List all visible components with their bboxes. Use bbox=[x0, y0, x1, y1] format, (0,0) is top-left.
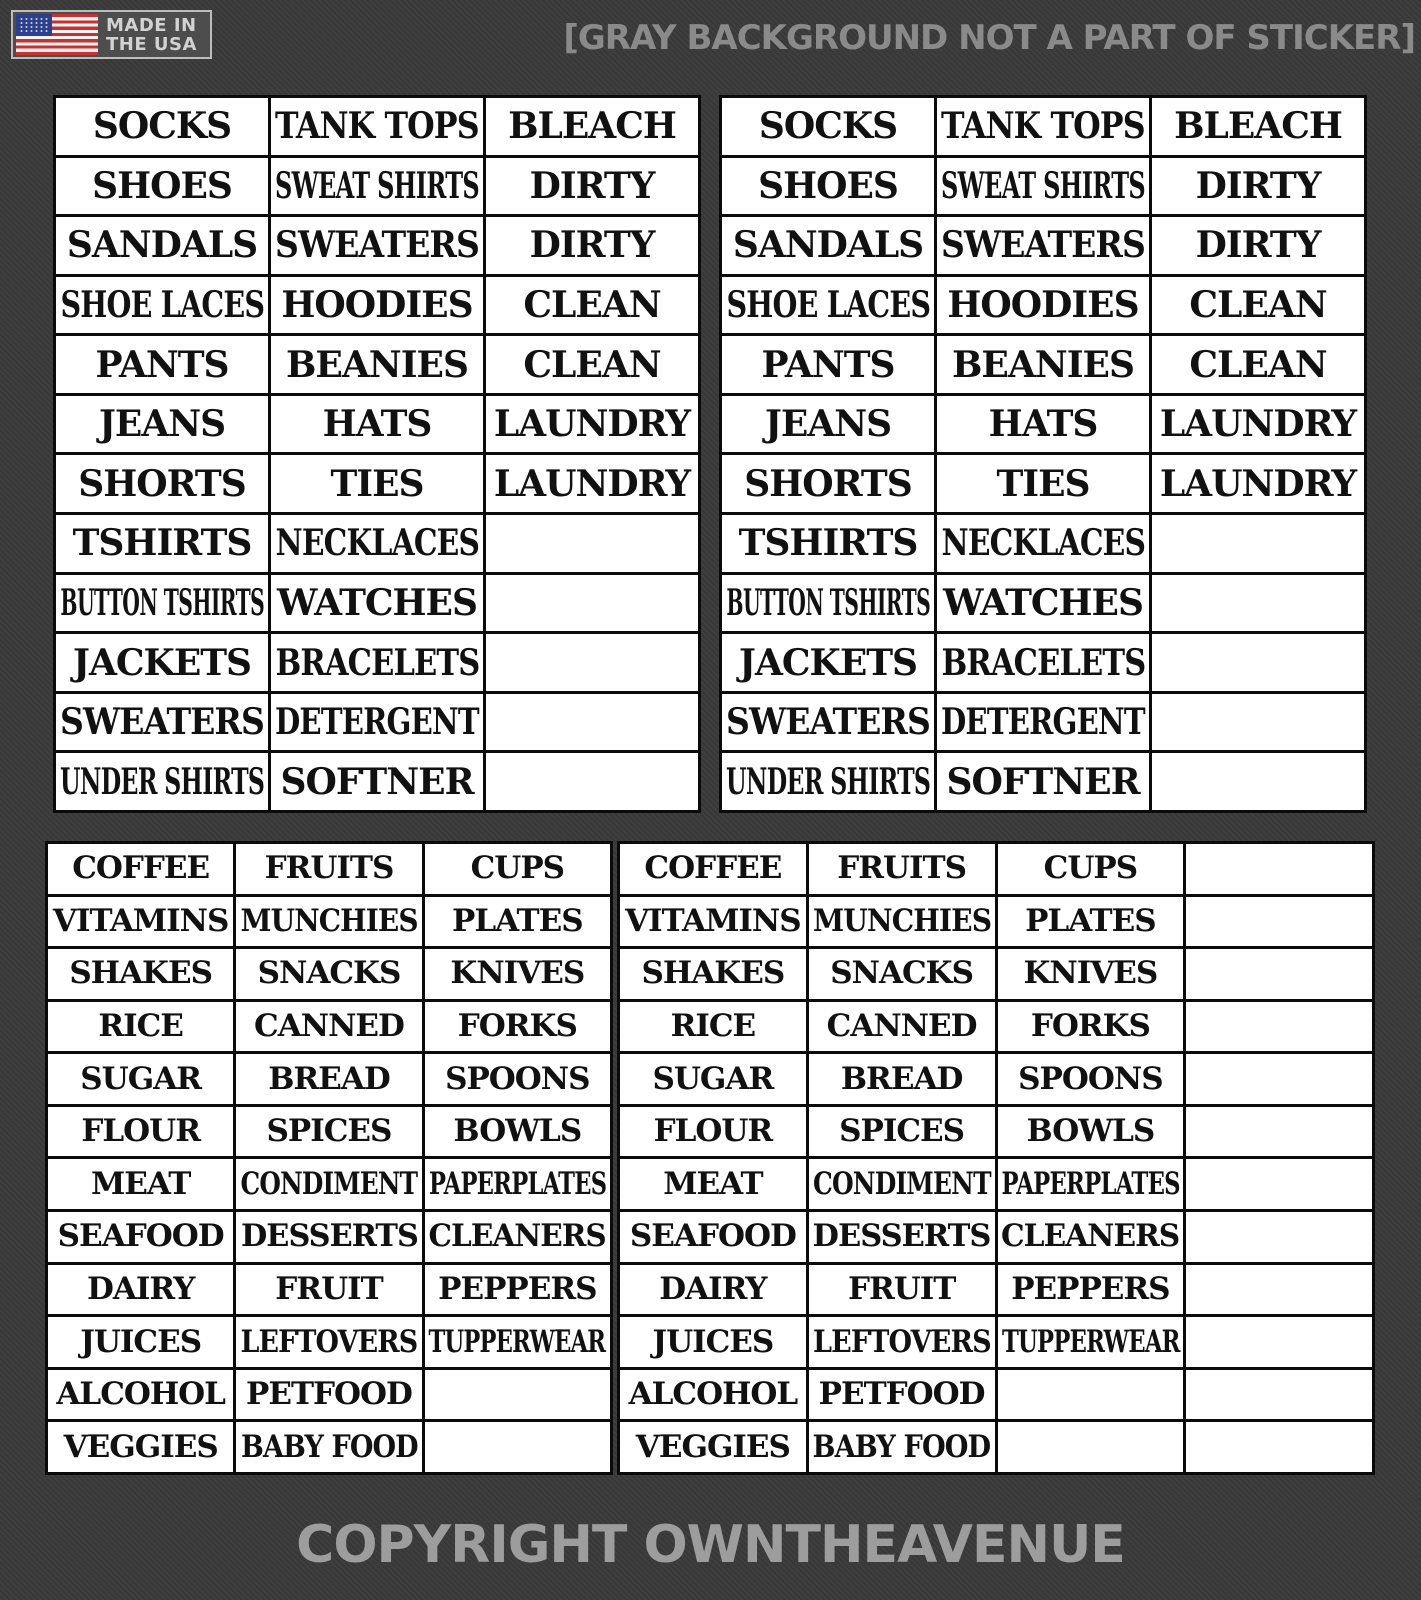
sticker-label: SANDALS bbox=[56, 217, 268, 274]
sticker-label: KNIVES bbox=[998, 949, 1184, 999]
sticker-label: SNACKS bbox=[809, 949, 995, 999]
sticker-label: PAPERPLATES bbox=[998, 1159, 1184, 1209]
sticker-label bbox=[425, 1422, 610, 1472]
sticker-label: DAIRY bbox=[48, 1265, 233, 1315]
sticker-label: JUICES bbox=[48, 1317, 233, 1367]
sticker-label bbox=[1152, 694, 1364, 751]
sticker-label bbox=[1186, 1370, 1372, 1420]
sticker-label: TSHIRTS bbox=[56, 515, 268, 572]
sticker-label: PEPPERS bbox=[425, 1265, 610, 1315]
sticker-label: CANNED bbox=[236, 1002, 421, 1052]
sticker-label: MEAT bbox=[48, 1159, 233, 1209]
sticker-label: WATCHES bbox=[937, 575, 1149, 632]
sticker-label: PLATES bbox=[998, 897, 1184, 947]
sticker-label: DAIRY bbox=[620, 1265, 806, 1315]
sticker-label: KNIVES bbox=[425, 949, 610, 999]
food-sticker-sheet-1 bbox=[45, 841, 613, 1475]
sticker-label bbox=[1152, 515, 1364, 572]
sticker-label: RICE bbox=[48, 1002, 233, 1052]
sticker-label bbox=[1186, 1422, 1372, 1472]
sticker-label: SPOONS bbox=[998, 1054, 1184, 1104]
sticker-label bbox=[1186, 1054, 1372, 1104]
sticker-label: SEAFOOD bbox=[620, 1212, 806, 1262]
sticker-label: SWEATERS bbox=[271, 217, 483, 274]
sticker-label bbox=[1186, 1159, 1372, 1209]
sticker-label: PANTS bbox=[56, 336, 268, 393]
sticker-label: CLEAN bbox=[1152, 336, 1364, 393]
sticker-label: LAUNDRY bbox=[486, 396, 698, 453]
sticker-label bbox=[1186, 949, 1372, 999]
sticker-label bbox=[1186, 897, 1372, 947]
sticker-label: SOCKS bbox=[56, 98, 268, 155]
sticker-label: PAPERPLATES bbox=[425, 1159, 610, 1209]
sticker-label: LEFTOVERS bbox=[236, 1317, 421, 1367]
sticker-label: BRACELETS bbox=[937, 634, 1149, 691]
sticker-label: SWEATERS bbox=[56, 694, 268, 751]
badge-line-2: THE USA bbox=[106, 33, 197, 55]
sticker-label: SWEATERS bbox=[937, 217, 1149, 274]
sticker-label: FRUIT bbox=[809, 1265, 995, 1315]
sticker-label: FORKS bbox=[425, 1002, 610, 1052]
sticker-label bbox=[1186, 1107, 1372, 1157]
sticker-label: MUNCHIES bbox=[809, 897, 995, 947]
sticker-label: JUICES bbox=[620, 1317, 806, 1367]
sticker-label: RICE bbox=[620, 1002, 806, 1052]
sticker-label: JEANS bbox=[56, 396, 268, 453]
copyright-text: COPYRIGHT OWNTHEAVENUE bbox=[296, 1515, 1125, 1575]
badge-text bbox=[106, 16, 197, 54]
sticker-label: ALCOHOL bbox=[48, 1370, 233, 1420]
sticker-label: HATS bbox=[937, 396, 1149, 453]
sticker-label: VEGGIES bbox=[620, 1422, 806, 1472]
sticker-label: BABY FOOD bbox=[809, 1422, 995, 1472]
us-flag-icon bbox=[16, 14, 98, 55]
sticker-label bbox=[1186, 844, 1372, 894]
sticker-label: SWEAT SHIRTS bbox=[937, 158, 1149, 215]
sticker-label: PETFOOD bbox=[809, 1370, 995, 1420]
sticker-label bbox=[1186, 1002, 1372, 1052]
sticker-label: SOCKS bbox=[722, 98, 934, 155]
sticker-label: PEPPERS bbox=[998, 1265, 1184, 1315]
clothing-sticker-sheet-1 bbox=[53, 95, 701, 813]
sticker-label: BEANIES bbox=[937, 336, 1149, 393]
sticker-label bbox=[486, 575, 698, 632]
sticker-label: SHOES bbox=[722, 158, 934, 215]
sticker-label: SHOE LACES bbox=[56, 277, 268, 334]
sticker-label: BUTTON TSHIRTS bbox=[56, 575, 268, 632]
sticker-label: CLEANERS bbox=[998, 1212, 1184, 1262]
sticker-label: VITAMINS bbox=[48, 897, 233, 947]
sticker-label: SPOONS bbox=[425, 1054, 610, 1104]
sticker-label: FRUIT bbox=[236, 1265, 421, 1315]
sticker-label bbox=[1186, 1265, 1372, 1315]
sticker-label: DIRTY bbox=[1152, 217, 1364, 274]
sticker-label: UNDER SHIRTS bbox=[722, 753, 934, 810]
sticker-label bbox=[486, 634, 698, 691]
clothing-sticker-sheet-2 bbox=[719, 95, 1367, 813]
sticker-label: VITAMINS bbox=[620, 897, 806, 947]
sticker-label: HOODIES bbox=[937, 277, 1149, 334]
sticker-label bbox=[486, 753, 698, 810]
sticker-label: CUPS bbox=[998, 844, 1184, 894]
sticker-label: SHOE LACES bbox=[722, 277, 934, 334]
sticker-label: PETFOOD bbox=[236, 1370, 421, 1420]
sticker-label bbox=[998, 1370, 1184, 1420]
sticker-label: SHAKES bbox=[620, 949, 806, 999]
sticker-label: SUGAR bbox=[48, 1054, 233, 1104]
sticker-label: JACKETS bbox=[722, 634, 934, 691]
sticker-label: SWEAT SHIRTS bbox=[271, 158, 483, 215]
sticker-label bbox=[486, 694, 698, 751]
sticker-label bbox=[1186, 1212, 1372, 1262]
badge-line-1: MADE IN bbox=[106, 14, 197, 36]
sticker-label: DETERGENT bbox=[271, 694, 483, 751]
sticker-label: ALCOHOL bbox=[620, 1370, 806, 1420]
sticker-label: CLEAN bbox=[1152, 277, 1364, 334]
sticker-label: BOWLS bbox=[998, 1107, 1184, 1157]
background-note: [GRAY BACKGROUND NOT A PART OF STICKER] bbox=[563, 18, 1415, 58]
sticker-label: BLEACH bbox=[1152, 98, 1364, 155]
sticker-label: JEANS bbox=[722, 396, 934, 453]
sticker-label: MEAT bbox=[620, 1159, 806, 1209]
sticker-label bbox=[998, 1422, 1184, 1472]
sticker-label: FRUITS bbox=[809, 844, 995, 894]
sticker-label: CLEAN bbox=[486, 336, 698, 393]
sticker-label bbox=[1186, 1317, 1372, 1367]
sticker-label: UNDER SHIRTS bbox=[56, 753, 268, 810]
sticker-label bbox=[486, 515, 698, 572]
sticker-label: PANTS bbox=[722, 336, 934, 393]
sticker-label: SHORTS bbox=[722, 455, 934, 512]
sticker-label bbox=[1152, 575, 1364, 632]
sticker-label bbox=[1152, 753, 1364, 810]
sticker-label: TUPPERWEAR bbox=[425, 1317, 610, 1367]
sticker-label: SNACKS bbox=[236, 949, 421, 999]
sticker-label: SHOES bbox=[56, 158, 268, 215]
sticker-label: SUGAR bbox=[620, 1054, 806, 1104]
sticker-label: TIES bbox=[937, 455, 1149, 512]
sticker-label: CLEANERS bbox=[425, 1212, 610, 1262]
sticker-label: CANNED bbox=[809, 1002, 995, 1052]
sticker-label: NECKLACES bbox=[271, 515, 483, 572]
sticker-label: DESSERTS bbox=[809, 1212, 995, 1262]
sticker-label: DIRTY bbox=[486, 158, 698, 215]
sticker-label: COFFEE bbox=[620, 844, 806, 894]
sticker-label: VEGGIES bbox=[48, 1422, 233, 1472]
sticker-label: SANDALS bbox=[722, 217, 934, 274]
sticker-label: LAUNDRY bbox=[486, 455, 698, 512]
sticker-label: SOFTNER bbox=[271, 753, 483, 810]
sticker-label: TANK TOPS bbox=[271, 98, 483, 155]
sticker-label: BRACELETS bbox=[271, 634, 483, 691]
sticker-label: LAUNDRY bbox=[1152, 455, 1364, 512]
sticker-label: SOFTNER bbox=[937, 753, 1149, 810]
sticker-label: CONDIMENT bbox=[236, 1159, 421, 1209]
sticker-label: FLOUR bbox=[620, 1107, 806, 1157]
sticker-label: DIRTY bbox=[486, 217, 698, 274]
sticker-label: PLATES bbox=[425, 897, 610, 947]
food-sticker-sheet-2 bbox=[617, 841, 1375, 1475]
sticker-label: BEANIES bbox=[271, 336, 483, 393]
sticker-label: DIRTY bbox=[1152, 158, 1364, 215]
sticker-label: BREAD bbox=[236, 1054, 421, 1104]
sticker-label: CUPS bbox=[425, 844, 610, 894]
sticker-label: CLEAN bbox=[486, 277, 698, 334]
sticker-label: BLEACH bbox=[486, 98, 698, 155]
sticker-label: SWEATERS bbox=[722, 694, 934, 751]
sticker-label: TIES bbox=[271, 455, 483, 512]
sticker-label: CONDIMENT bbox=[809, 1159, 995, 1209]
sticker-label: BREAD bbox=[809, 1054, 995, 1104]
sticker-label: SPICES bbox=[236, 1107, 421, 1157]
sticker-label: FRUITS bbox=[236, 844, 421, 894]
sticker-label: BOWLS bbox=[425, 1107, 610, 1157]
sticker-label: MUNCHIES bbox=[236, 897, 421, 947]
sticker-label: TUPPERWEAR bbox=[998, 1317, 1184, 1367]
sticker-label: SHORTS bbox=[56, 455, 268, 512]
sticker-label: HOODIES bbox=[271, 277, 483, 334]
sticker-label: WATCHES bbox=[271, 575, 483, 632]
sticker-label: TANK TOPS bbox=[937, 98, 1149, 155]
sticker-label: LEFTOVERS bbox=[809, 1317, 995, 1367]
sticker-label: JACKETS bbox=[56, 634, 268, 691]
sticker-label: DETERGENT bbox=[937, 694, 1149, 751]
sticker-label: SHAKES bbox=[48, 949, 233, 999]
sticker-label bbox=[1152, 634, 1364, 691]
sticker-label: BUTTON TSHIRTS bbox=[722, 575, 934, 632]
made-in-usa-badge bbox=[11, 10, 212, 59]
sticker-label: NECKLACES bbox=[937, 515, 1149, 572]
sticker-label: DESSERTS bbox=[236, 1212, 421, 1262]
sticker-label: SEAFOOD bbox=[48, 1212, 233, 1262]
sticker-label: TSHIRTS bbox=[722, 515, 934, 572]
sticker-label: HATS bbox=[271, 396, 483, 453]
sticker-label bbox=[425, 1370, 610, 1420]
sticker-label: COFFEE bbox=[48, 844, 233, 894]
sticker-label: BABY FOOD bbox=[236, 1422, 421, 1472]
sticker-label: FLOUR bbox=[48, 1107, 233, 1157]
sticker-label: LAUNDRY bbox=[1152, 396, 1364, 453]
sticker-label: SPICES bbox=[809, 1107, 995, 1157]
sticker-label: FORKS bbox=[998, 1002, 1184, 1052]
